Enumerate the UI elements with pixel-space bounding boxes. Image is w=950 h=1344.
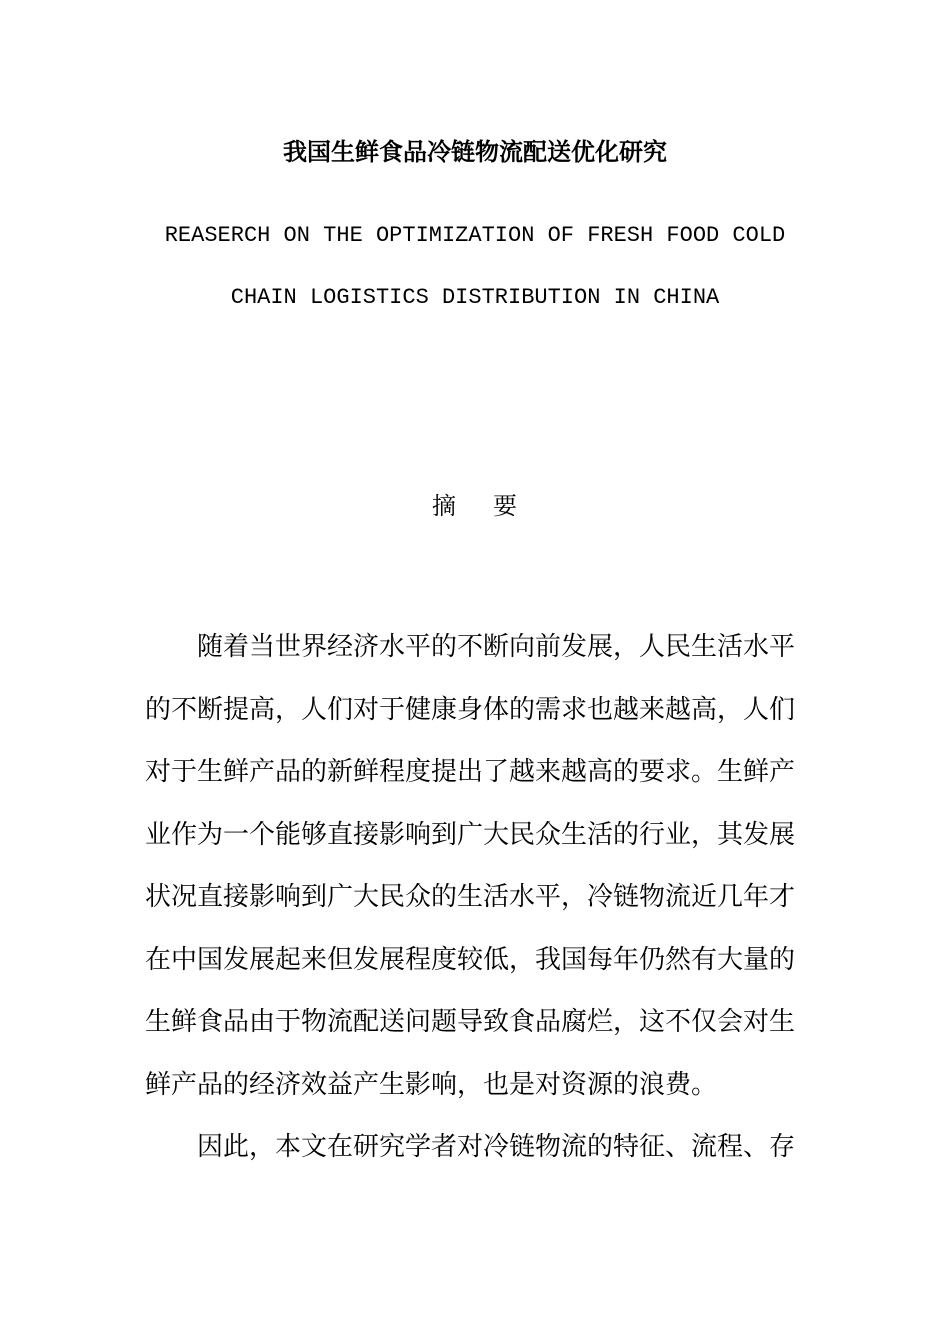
abstract-heading-char-2: 要 <box>493 492 518 520</box>
english-title-line-1: REASERCH ON THE OPTIMIZATION OF FRESH FOOD COLD <box>164 223 786 248</box>
english-title-line-2: CHAIN LOGISTICS DISTRIBUTION IN CHINA <box>230 285 720 310</box>
paragraph-1-line: 生鲜食品由于物流配送问题导致食品腐烂，这不仅会对生 <box>145 1007 796 1037</box>
paragraph-1-line: 在中国发展起来但发展程度较低，我国每年仍然有大量的 <box>145 944 796 975</box>
english-title <box>130 205 820 329</box>
abstract-body <box>145 626 805 1189</box>
paragraph-1-line: 业作为一个能够直接影响到广大民众生活的行业，其发展 <box>145 819 796 850</box>
abstract-paragraph-2 <box>145 1126 805 1189</box>
paragraph-2-line: 因此，本文在研究学者对冷链物流的特征、流程、存 <box>197 1132 796 1162</box>
paragraph-1-line: 的不断提高，人们对于健康身体的需求也越来越高，人们 <box>145 694 796 725</box>
abstract-paragraph-1 <box>145 626 805 1126</box>
abstract-heading <box>0 486 950 526</box>
paragraph-1-line: 随着当世界经济水平的不断向前发展，人民生活水平 <box>197 632 796 662</box>
abstract-heading-char-1: 摘 <box>432 492 457 520</box>
paragraph-1-line: 状况直接影响到广大民众的生活水平，冷链物流近几年才 <box>145 882 796 912</box>
chinese-title: 我国生鲜食品冷链物流配送优化研究 <box>283 137 667 166</box>
paragraph-1-line: 对于生鲜产品的新鲜程度提出了越来越高的要求。生鲜产 <box>145 757 796 787</box>
paragraph-1-line: 鲜产品的经济效益产生影响，也是对资源的浪费。 <box>145 1069 718 1100</box>
